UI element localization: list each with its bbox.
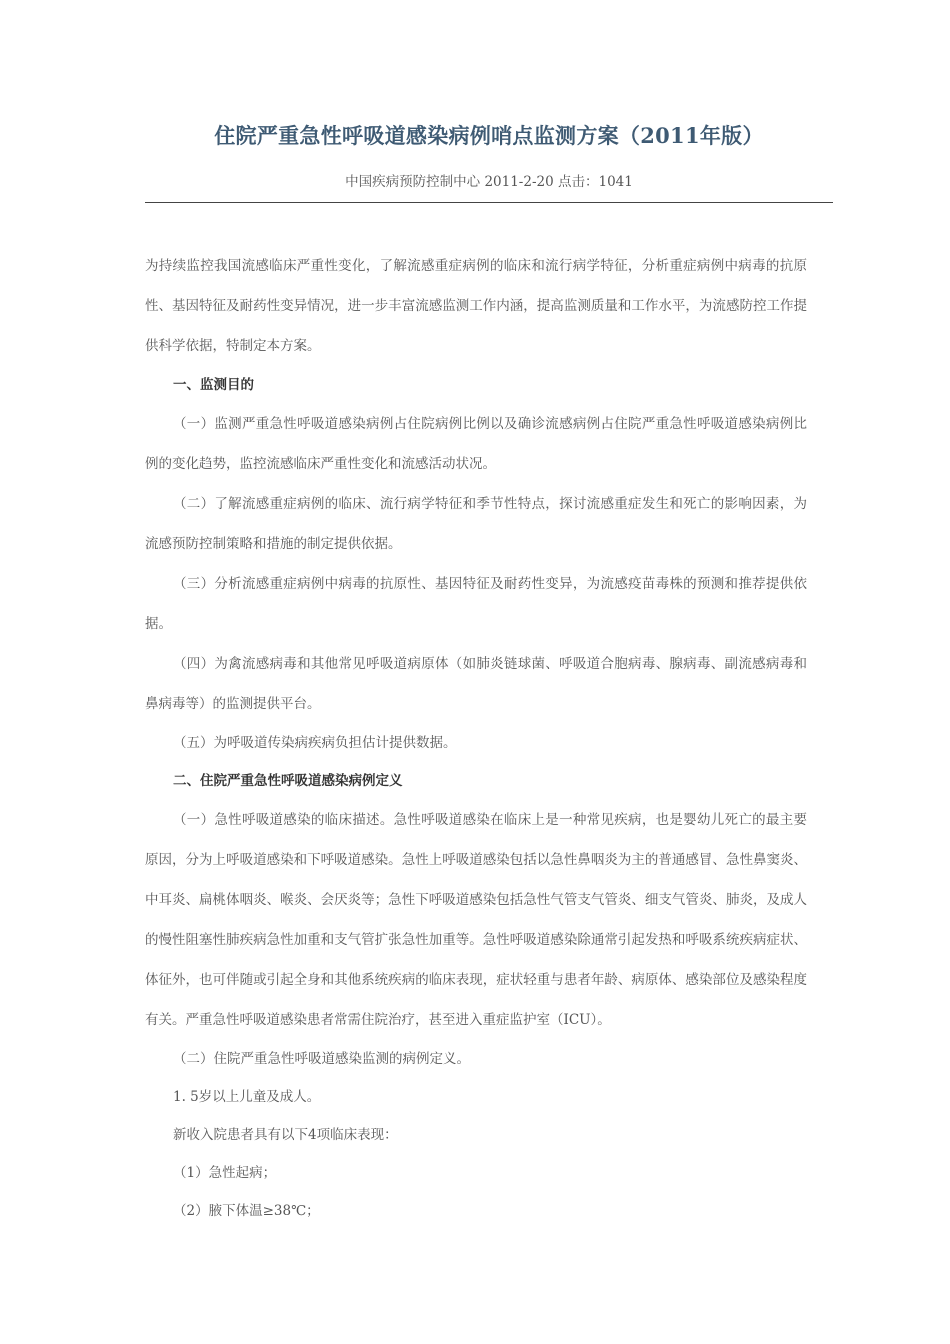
definition-paragraph-4: 新收入院患者具有以下4项临床表现： (173, 1127, 398, 1143)
section-heading-purpose: 一、监测目的 (173, 377, 254, 393)
intro-paragraph: 为持续监控我国流感临床严重性变化，了解流感重症病例的临床和流行病学特征，分析重症病例中病毒的抗原性、基因特征及耐药性变异情况，进一步丰富流感监测工作内涵，提高监测质量和工作水平，为流感防控工作提供科学依据，特制定本方案。 (145, 258, 807, 354)
article-body (145, 246, 807, 1230)
purpose-item-2: （二）了解流感重症病例的临床、流行病学特征和季节性特点，探讨流感重症发生和死亡的影响因素，为流感预防控制策略和措施的制定提供依据。 (145, 496, 807, 552)
definition-paragraph-6: （2）腋下体温≥38℃； (173, 1203, 320, 1219)
definition-paragraph-5: （1）急性起病； (173, 1165, 277, 1181)
section-heading-definition: 二、住院严重急性呼吸道感染病例定义 (173, 773, 403, 789)
purpose-item-3: （三）分析流感重症病例中病毒的抗原性、基因特征及耐药性变异，为流感疫苗毒株的预测和推荐提供依据。 (145, 576, 807, 632)
title-divider (145, 202, 833, 203)
article-meta: 中国疾病预防控制中心 2011-2-20 点击：1041 (345, 174, 633, 190)
purpose-item-5: （五）为呼吸道传染病疾病负担估计提供数据。 (173, 735, 457, 751)
purpose-item-4: （四）为禽流感病毒和其他常见呼吸道病原体（如肺炎链球菌、呼吸道合胞病毒、腺病毒、副流感病毒和鼻病毒等）的监测提供平台。 (145, 656, 807, 712)
definition-paragraph-1: （一）急性呼吸道感染的临床描述。急性呼吸道感染在临床上是一种常见疾病，也是婴幼儿死亡的最主要原因，分为上呼吸道感染和下呼吸道感染。急性上呼吸道感染包括以急性鼻咽炎为主的普通感冒、急性鼻窦炎、中耳炎、扁桃体咽炎、喉炎、会厌炎等；急性下呼吸道感染包括急性气管支气管炎、细支气管炎、肺炎，及成人的慢性阻塞性肺疾病急性加重和支气管扩张急性加重等。急性呼吸道感染除通常引起发热和呼吸系统疾病症状、体征外，也可伴随或引起全身和其他系统疾病的临床表现，症状轻重与患者年龄、病原体、感染部位及感染程度有关。严重急性呼吸道感染患者常需住院治疗，甚至进入重症监护室（ICU）。 (145, 812, 807, 1028)
definition-paragraph-2: （二）住院严重急性呼吸道感染监测的病例定义。 (173, 1051, 470, 1067)
page-title: 住院严重急性呼吸道感染病例哨点监测方案（2011年版） (214, 123, 764, 148)
purpose-item-1: （一）监测严重急性呼吸道感染病例占住院病例比例以及确诊流感病例占住院严重急性呼吸道感染病例比例的变化趋势，监控流感临床严重性变化和流感活动状况。 (145, 416, 807, 472)
definition-paragraph-3: 1. 5岁以上儿童及成人。 (173, 1089, 321, 1105)
